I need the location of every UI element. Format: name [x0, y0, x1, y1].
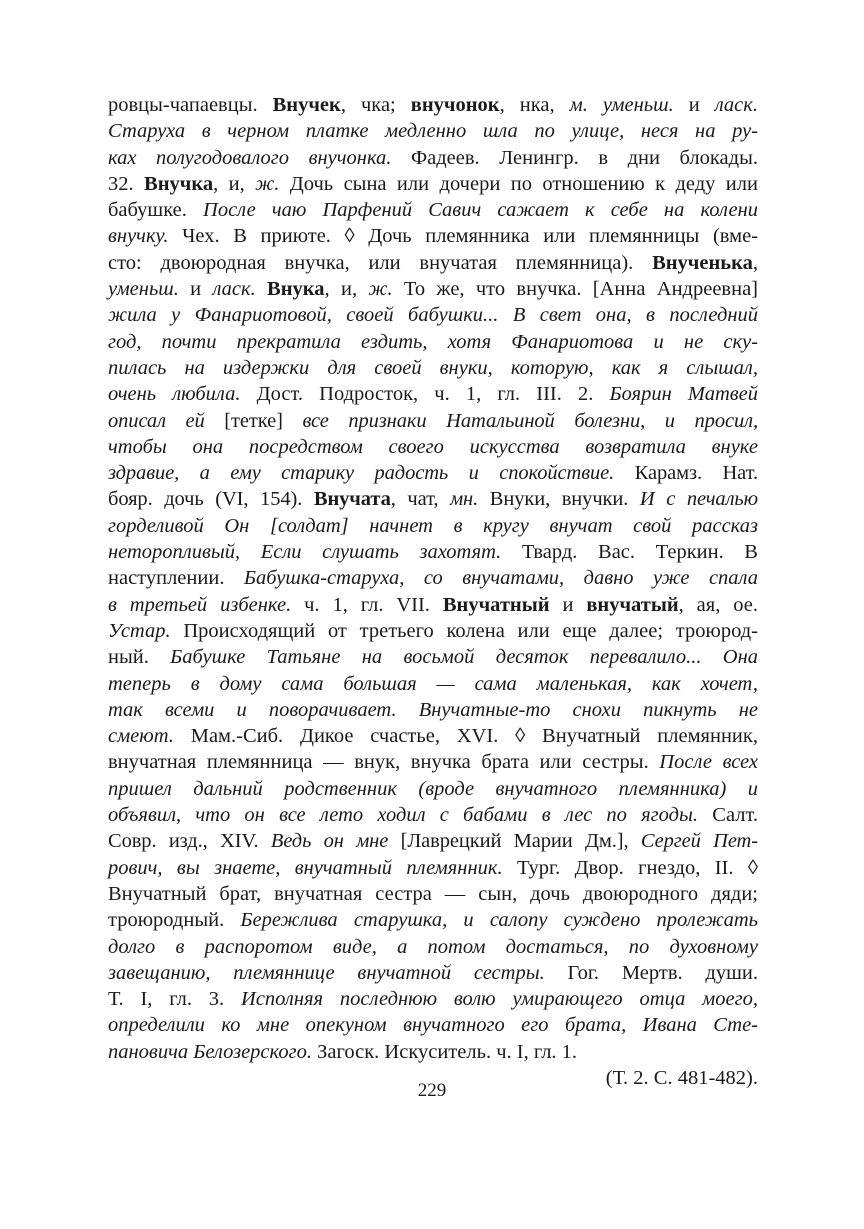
italic-run: Сергей Пет- [640, 830, 758, 853]
text-run: , чат, [390, 488, 451, 511]
text-run: Загоск. Искуситель. ч. I, гл. 1. [311, 1040, 578, 1063]
text-line [108, 381, 758, 407]
text-line [108, 355, 758, 381]
italic-run: И с печалью [639, 488, 758, 511]
italic-run: пилась на издержки для своей внуки, которую, как я слышал, [108, 356, 758, 379]
text-line [108, 539, 758, 565]
text-line [108, 671, 758, 697]
italic-run: в третьей избенке. [108, 593, 292, 616]
text-line [108, 513, 758, 539]
italic-run: После всех [659, 751, 758, 774]
text-line [108, 302, 758, 328]
dictionary-entry-text [108, 92, 758, 1091]
text-line [108, 881, 758, 907]
text-run [256, 278, 267, 300]
text-run: [Лаврецкий Марии Дм.], [388, 830, 641, 853]
page-number: 229 [417, 1080, 447, 1101]
text-run: , ая, ое. [678, 593, 758, 616]
text-run: Твард. Вас. Теркин. В [501, 541, 758, 564]
text-run: Т. I, гл. 3. [108, 988, 242, 1011]
headword: Внучек [272, 94, 341, 116]
italic-run: здравие, а ему старику радость и спокойствие. [108, 462, 615, 485]
text-run: Карамз. Нат. [614, 462, 758, 485]
italic-run: очень любила. [108, 383, 241, 406]
text-run: , чка; [340, 94, 411, 116]
italic-run: так всеми и поворачивает. Внучатные-то снохи пикнуть не [108, 698, 758, 721]
text-line [108, 1012, 758, 1038]
text-run: , и, [213, 172, 256, 195]
text-line [108, 802, 758, 828]
italic-run: внучку. [108, 225, 169, 248]
italic-run: После чаю Парфений Савич сажает к себе на колени [203, 199, 758, 222]
text-run: ный. [108, 646, 171, 669]
italic-run: определили ко мне опекуном внучатного его брата, Ивана Сте- [108, 1014, 758, 1037]
italic-run: ласк. [714, 94, 758, 116]
italic-run: м. уменьш. [569, 94, 674, 116]
text-run: Дочь сына или дочери по отношению к деду или [279, 172, 758, 195]
italic-run: неторопливый, Если слушать захотят. [108, 541, 502, 564]
italic-run: ж. [255, 172, 280, 195]
italic-run: чтобы она посредством своего искусства возвратила внуке [108, 435, 758, 458]
text-run: Внуки, внучки. [478, 488, 640, 511]
text-line [108, 644, 758, 670]
text-line [108, 934, 758, 960]
text-run: (Т. 2. С. 481-482). [605, 1066, 758, 1089]
italic-run: Бережлива старушка, и салопу суждено пролежать [240, 909, 758, 932]
headword: Внучата [313, 488, 391, 511]
text-run: Салт. [698, 804, 758, 827]
italic-run: теперь в дому сама большая — сама маленькая, как хочет, [108, 672, 758, 695]
text-line [108, 329, 758, 355]
italic-run: Ведь он мне [270, 830, 389, 853]
text-line [108, 565, 758, 591]
text-line [108, 618, 758, 644]
italic-run: год, почти прекратила ездить, хотя Фанариотова и не ску- [108, 330, 758, 353]
text-run: бояр. дочь (VI, 154). [108, 488, 314, 511]
italic-run: объявил, что он все лето ходил с бабами в лес по ягоды. [108, 804, 699, 827]
italic-run: Бабушка-старуха, со внучатами, давно уже спала [243, 567, 758, 590]
text-run: наступлении. [108, 567, 244, 590]
text-run: и [673, 94, 715, 116]
italic-run: рович, вы знаете, внучатный племянник. [108, 856, 503, 879]
text-line [108, 960, 758, 986]
italic-run: Старуха в черном платке медленно шла по улице, неся на ру- [108, 120, 758, 143]
text-line [108, 118, 758, 144]
italic-run: Бабушке Татьяне на восьмой десяток перевалило... Она [170, 646, 758, 669]
italic-run: жила у Фанариотовой, своей бабушки... В свет она, в последний [108, 304, 758, 327]
text-line [108, 986, 758, 1012]
text-line [108, 907, 758, 933]
text-run: сто: двоюродная внучка, или внучатая племянница). [108, 251, 653, 274]
text-run: Гог. Мертв. души. [544, 961, 758, 984]
text-run: Чех. В приюте. ◊ Дочь племянника или племянницы (вме- [168, 225, 758, 248]
italic-run: Устар. [108, 619, 171, 642]
italic-run: все признаки Натальиной болезни, и просил, [302, 409, 758, 432]
text-line [108, 145, 758, 171]
italic-run: мн. [450, 488, 479, 511]
text-line [108, 197, 758, 223]
italic-run: ласк. [212, 278, 256, 301]
text-line [108, 749, 758, 775]
text-run: ч. 1, гл. VII. [291, 593, 443, 616]
text-run: и [178, 278, 213, 301]
headword: Внученька [652, 251, 753, 274]
text-run: , [752, 251, 758, 274]
text-run: , и, [324, 278, 369, 301]
text-line [108, 250, 758, 276]
text-line [108, 460, 758, 486]
text-run: Дост. Подросток, ч. 1, гл. III. 2. [240, 383, 610, 406]
text-line [108, 855, 758, 881]
italic-run: Исполняя последнюю волю умирающего отца моего, [241, 988, 758, 1011]
headword: внучатый [586, 593, 679, 616]
text-line [108, 723, 758, 749]
text-line [108, 408, 758, 434]
text-line [108, 776, 758, 802]
text-run: [тетке] [204, 409, 303, 432]
italic-run: уменьш. [108, 278, 179, 301]
italic-run: завещанию, племяннице внучатной сестры. [108, 961, 545, 984]
text-line [108, 486, 758, 512]
text-run: Тург. Двор. гнездо, II. ◊ [502, 856, 758, 879]
text-run: Мам.-Сиб. Дикое счастье, XVI. ◊ Внучатный племянник, [173, 725, 758, 748]
text-run: Внучатный брат, внучатная сестра — сын, дочь двоюродного дяди; [108, 882, 758, 905]
text-run: внучатная племянница — внук, внучка брата или сестры. [108, 751, 660, 774]
italic-run: пришел дальний родственник (вроде внучатного племянника) и [108, 777, 758, 800]
text-line [108, 1039, 758, 1065]
text-run: троюродный. [108, 909, 241, 932]
text-run: То же, что внучка. [Анна Андреевна] [392, 278, 758, 301]
italic-run: горделивой Он [солдат] начнет в кругу внучат свой рассказ [108, 514, 758, 537]
headword: внучонок [410, 94, 500, 116]
italic-run: описал ей [108, 409, 205, 432]
text-run: 32. [108, 172, 145, 195]
text-line [108, 223, 758, 249]
text-run: Происходящий от третьего колена или еще далее; троюрод- [170, 619, 758, 642]
text-line [108, 697, 758, 723]
italic-run: смеют. [108, 725, 174, 748]
headword: Внука [267, 278, 325, 301]
text-line [108, 92, 758, 118]
text-line [108, 592, 758, 618]
text-line [108, 276, 758, 302]
text-run: , нка, [499, 94, 570, 116]
headword: Внучатный [442, 593, 550, 616]
text-line [108, 434, 758, 460]
headword: Внучка [144, 172, 214, 195]
text-line [108, 828, 758, 854]
text-run: Совр. изд., XIV. [108, 830, 271, 853]
text-run: и [549, 593, 587, 616]
text-run: Фадеев. Ленингр. в дни блокады. [391, 146, 758, 169]
text-run: бабушке. [108, 199, 204, 222]
text-run: ровцы-чапаевцы. [108, 94, 273, 116]
italic-run: ж. [368, 278, 393, 301]
text-line [108, 171, 758, 197]
italic-run: ках полугодовалого внучонка. [108, 146, 392, 169]
italic-run: Боярин Матвей [609, 383, 758, 406]
italic-run: долго в распоротом виде, а потом достаться, по духовному [108, 935, 758, 958]
italic-run: пановича Белозерского. [108, 1040, 312, 1063]
